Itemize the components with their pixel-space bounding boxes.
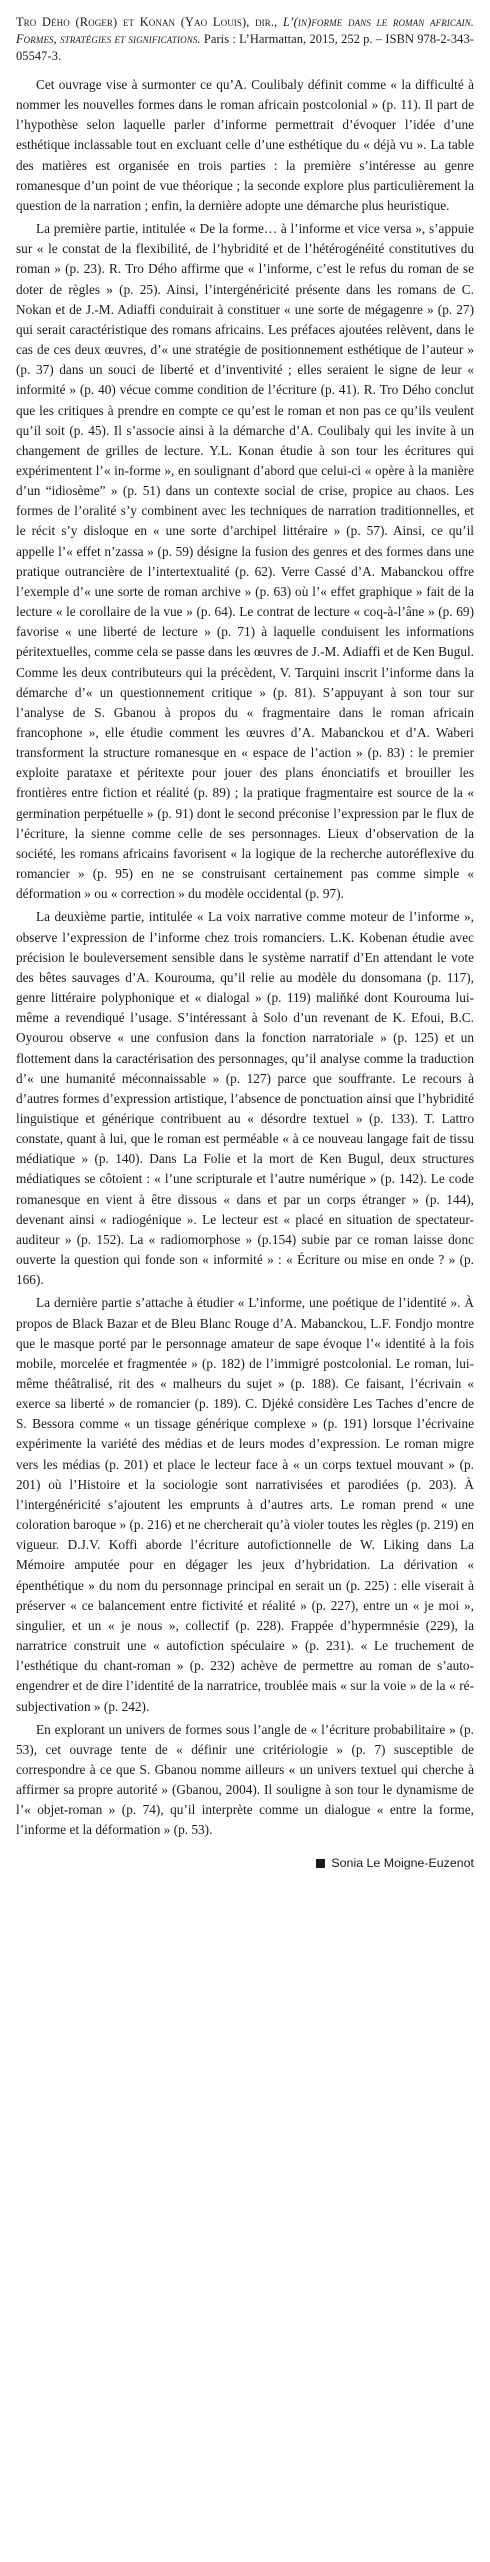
paragraph-intro: Cet ouvrage vise à surmonter ce qu’A. Coulibaly définit comme « la difficulté à nommer les nouvelles formes dans le roman africain postcolonial » (p. 11). Il part de l’hypothèse selon laquelle parler d’informe permettrait d’évoquer l’idée d’une esthétique inclassable tout en excluant celle d’une esthétique du « déjà vu ». La table des matières est organisée en trois parties : la première s’intéresse au genre romanesque d’un point de vue théorique ; la seconde explore plus particulièrement la question de la narration ; enfin, la dernière adopte une démarche plus heuristique. <box>16 77 474 213</box>
reviewer-name: Sonia Le Moigne-Euzenot <box>331 1855 474 1870</box>
square-bullet-icon <box>316 1859 325 1868</box>
reference-authors: Tro Dého (Roger) et Konan (Yao Louis), dir., <box>16 15 278 29</box>
review-body <box>16 75 474 1841</box>
paragraph-part-three: La dernière partie s’attache à étudier « L’informe, une poétique de l’identité ». À propos de Black Bazar et de Bleu Blanc Rouge d’A. Mabanckou, L.F. Fondjo montre que le masque porté par le personnage amateur de sape évoque l’« identité à la fois mobile, morcelée et fragmentée » (p. 182) de l’immigré postcolonial. Le roman, lui-même théâtralisé, rit des « malheurs du sujet » (p. 188). Ce faisant, l’écrivain « exerce sa liberté » de romancier (p. 189). C. Djéké considère Les Taches d’encre de S. Bessora comme « un tissage générique complexe » (p. 191) lorsque l’écrivaine expérimente la variété des médias et de leurs modes d’expression. Le roman migre vers les médias (p. 201) et place le lecteur face à « un corps textuel mouvant » (p. 201) où l’Histoire et la sociologie sont narrativisées et parodiées (p. 203). À l’intergénéricité s’ajoutent les emprunts à d’autres arts. Le roman prend « une coloration baroque » (p. 216) et ne chercherait qu’à violer toutes les règles (p. 219) en vigueur. D.J.V. Koffi aborde l’écriture autofictionnelle de W. Liking dans La Mémoire amputée pour en dégager les jeux d’hybridation. La dérivation « épenthétique » du nom du personnage principal en serait un (p. 225) : elle viserait à préserver « ce balancement entre fictivité et réalité » (p. 227), entre un « je moi », singulier, et un « je nous », collectif (p. 228). Frappée d’hypermnésie (229), la narratrice construit une « autofiction spéculaire » (p. 231). « Le truchement de l’esthétique du chant-roman » (p. 232) achève de permettre au roman de s’auto-engendrer et de dire l’identité de la narratrice, troublée mais « sur la voie » de la « ré-subjectivation » (p. 242). <box>16 1295 474 1714</box>
reference-title: L’(in)forme dans le roman africain. Formes, stratégies et significations. <box>16 15 474 46</box>
reference-publication: Paris : L’Harmattan, 2015, 252 p. – ISBN 978-2-343-05547-3. <box>16 32 474 63</box>
reviewer-signature <box>16 1855 474 1872</box>
paragraph-conclusion: En explorant un univers de formes sous l’angle de « l’écriture probabilitaire » (p. 53), cet ouvrage tente de « définir une critériologie » (p. 7) susceptible de correspondre à ce que S. Gbanou nomme ailleurs « un univers textuel qui cherche à affirmer sa propre autorité » (Gbanou, 2004). Il souligne à son tour le dynamisme de l’« objet-roman » (p. 74), qu’il interprète comme un dialogue « entre la forme, l’informe et la déformation » (p. 53). <box>16 1721 474 1838</box>
book-reference <box>16 14 474 65</box>
paragraph-part-one: La première partie, intitulée « De la forme… à l’informe et vice versa », s’appuie sur « le constat de la flexibilité, de l’hybridité et de l’hétérogénéité constitutives du roman » (p. 23). R. Tro Dého affirme que « l’informe, c’est le refus du roman de se doter de règles » (p. 25). Ainsi, l’intergénéricité présente dans les romans de C. Nokan et de J.-M. Adiaffi conduirait à constituer « une sorte de mégagenre » (p. 27) qui serait caractéristique des romans africains. Les préfaces ajoutées relèvent, dans le cas de ces deux œuvres, d’« une stratégie de positionnement esthétique de l’auteur » (p. 37) dans un souci de liberté et d’inventivité ; elles seraient le signe de leur « informité » (p. 40) vécue comme condition de l’écriture (p. 41). R. Tro Dého conclut que les critiques à prendre en compte ce qu’est le roman et non pas ce qu’ils veulent qu’il soit (p. 45). Il s’associe ainsi à la démarche d’A. Coulibaly qui les invite à un changement de grilles de lecture. Y.L. Konan étudie à son tour les écritures qui expérimentent l’« in-forme », en soulignant d’abord que celui-ci « opère à la manière d’un “idiosème” » (p. 51) dans un contexte social de crise, propice au chaos. Les formes de l’oralité s’y combinent avec les techniques de narration traditionnelles, et le récit s’y disloque en « une sorte d’archipel littéraire » (p. 57). Ainsi, ce qu’il appelle l’« effet n’zassa » (p. 59) désigne la fusion des genres et des formes dans une pratique outrancière de l’intertextualité (p. 62). Verre Cassé d’A. Mabanckou offre l’exemple d’« une sorte de roman archive » (p. 63) où l’« effet graphique » fait de la lecture « le corollaire de la vue » (p. 64). Le contrat de lecture « coq-à-l’âne » (p. 69) favorise « une liberté de lecture » (p. 71) à laquelle conduisent les informations péritextuelles, comme cela se passe dans les œuvres de J.-M. Adiaffi et de Ken Bugul. Comme les deux contributeurs qui la précèdent, V. Tarquini inscrit l’informe dans la démarche d’« un questionnement critique » (p. 81). S’appuyant à son tour sur l’analyse de S. Gbanou à propos du « fragmentaire dans le roman africain francophone », elle étudie comment les œuvres d’A. Mabanckou et d’A. Waberi transforment la structure romanesque en « espace de l’action » (p. 83) : le premier exploite parataxe et péritexte pour jouer des plans énonciatifs et brouiller les frontières entre fiction et réalité (p. 89) ; la pratique fragmentaire est source de la « germination perpétuelle » (p. 91) dont le second préconise l’expression par le flux de l’écriture, la sienne comme celle de ses personnages. Lieux d’observation de la société, les romans africains favorisent « la logique de la recherche autoréflexive du romancier » (p. 95) en ne se construisant certainement pas comme simple « déformation » ou « correction » du modèle occidental (p. 97). <box>16 221 474 902</box>
paragraph-part-two: La deuxième partie, intitulée « La voix narrative comme moteur de l’informe », observe l’expression de l’informe chez trois romanciers. L.K. Kobenan étudie avec précision le bouleversement sensible dans le système narratif d’En attendant le vote des bêtes sauvages d’A. Kourouma, qu’il relie au modèle du donsomana (p. 117), genre littéraire polyphonique et « dialogal » (p. 119) maliňké dont Kourouma lui-même a revendiqué l’usage. S’intéressant à Solo d’un revenant de K. Efoui, B.C. Oyourou observe « une confusion dans la fonction narratoriale » (p. 125) et un flottement dans la caractérisation des personnages, qu’il analyse comme la traduction d’« une humanité méconnaissable » (p. 127) parce que souffrante. Le recours à d’autres formes d’expression artistique, l’absence de ponctuation ainsi que l’hybridité linguistique et générique contribuent au « désordre textuel » (p. 133). T. Lattro constate, quant à lui, que le roman est perméable « à ce nouveau langage fait de tissu médiatique » (p. 140). Dans La Folie et la mort de Ken Bugul, deux structures médiatiques se côtoient : « l’une scripturale et l’autre numérique » (p. 142). Le code romanesque en vient à être dissous « dans et par un corps étranger » (p. 144), devenant ainsi « radiogénique ». Le lecteur est « placé en situation de spectateur-auditeur » (p. 152). La « radiomorphose » (p.154) subie par ce roman laisse donc ouverte la question qui fonde son « informité » : « Écriture ou mise en onde ? » (p. 166). <box>16 909 474 1288</box>
